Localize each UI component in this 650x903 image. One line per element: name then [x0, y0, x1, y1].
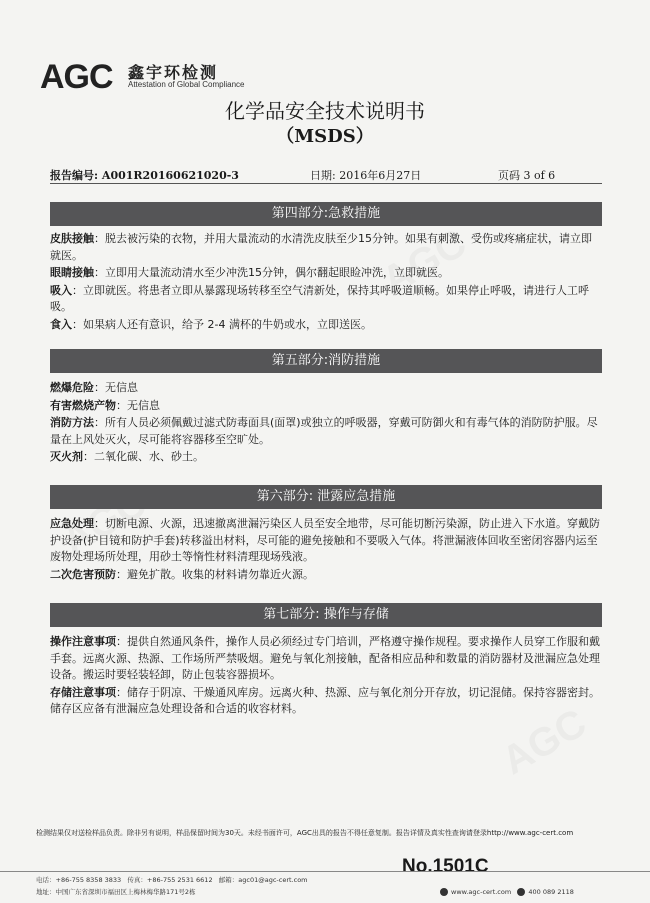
- footer-phone: 电话：+86-755 8358 3833: [36, 876, 122, 884]
- section-7-body: [50, 634, 600, 719]
- header-divider: [50, 183, 602, 184]
- company-logo: [40, 58, 300, 98]
- first-aid-eyes: 眼睛接触：立即用大量流动清水至少冲洗15分钟，偶尔翻起眼睑冲洗，立即就医。: [50, 266, 449, 279]
- spill-emergency-handling: 应急处理：切断电源、火源，迅速撤离泄漏污染区人员至安全地带，尽可能切断污染源，防止进入下水道。穿戴防护设备(护目镜和防护手套)转移溢出材料，尽可能的避免接触和不要吸入气体。将泄漏液体回收至密闭容器内运至废物处理场所处理，用砂土等惰性材料清理现场残液。: [50, 517, 600, 563]
- page-number-value: 3 of 6: [523, 169, 556, 182]
- section-6-body: [50, 516, 600, 584]
- storage-precautions: 存储注意事项：储存于阴凉、干燥通风库房。远离火种、热源、应与氧化剂分开存放，切记混储。保持容器密封。储存区应备有泄漏应急处理设备和合适的收容材料。: [50, 685, 600, 715]
- fire-fighting-methods: 消防方法：所有人员必须佩戴过滤式防毒面具(面罩)或独立的呼吸器，穿戴可防御火和有毒气体的消防防护服。尽量在上风处灭火，尽可能将容器移至空旷处。: [50, 416, 598, 446]
- section-4-header: 第四部分:急救措施: [50, 202, 602, 226]
- section-6-header: 第六部分: 泄露应急措施: [50, 485, 602, 509]
- globe-icon: [440, 888, 448, 896]
- document-subtitle: （MSDS）: [276, 126, 374, 147]
- footer-email: 邮箱：agc01@agc-cert.com: [218, 876, 308, 884]
- footer-fax: 传真：+86-755 2531 6612: [127, 876, 213, 884]
- fire-extinguishing-agents: 灭火剂：二氧化碳、水、砂土。: [50, 450, 204, 463]
- report-number-label: 报告编号:: [50, 169, 99, 182]
- footer-address: 地址：中国广东省深圳市福田区上梅林梅华路171号2栋: [36, 888, 196, 896]
- footer-disclaimer: 检测结果仅对送检样品负责。除非另有说明，样品保留时间为30天。未经书面许可，AGC出具的报告不得任意复制。报告详情及真实性查询请登录http://www.agc-cert.com: [36, 829, 574, 837]
- logo-chinese-name: 鑫宇环检测: [128, 63, 219, 82]
- page-number: [498, 167, 555, 183]
- section-5-header: 第五部分:消防措施: [50, 349, 602, 373]
- first-aid-ingestion: 食入：如果病人还有意识，给予 2-4 满杯的牛奶或水，立即送医。: [50, 317, 372, 331]
- report-date-value: 2016年6月27日: [339, 169, 422, 182]
- footer-divider: [0, 871, 650, 872]
- fire-combustion-products: 有害燃烧产物：无信息: [50, 398, 160, 412]
- first-aid-skin: 皮肤接触：脱去被污染的衣物，并用大量流动的水清洗皮肤至少15分钟。如果有刺激、受伤或疼痛症状，请立即就医。: [50, 232, 592, 262]
- footer-contact: [36, 874, 626, 886]
- footer-web-hotline: [440, 886, 630, 898]
- footer-hotline: 400 089 2118: [528, 888, 574, 896]
- spill-secondary-hazard: 二次危害预防：避免扩散。收集的材料请勿靠近火源。: [50, 567, 314, 581]
- report-date-label: 日期:: [310, 169, 336, 182]
- first-aid-inhalation: 吸入：立即就医。将患者立即从暴露现场转移至空气清新处，保持其呼吸道顺畅。如果停止呼吸，请进行人工呼吸。: [50, 283, 589, 313]
- section-5-body: [50, 380, 600, 467]
- report-date: [310, 167, 421, 183]
- section-4-body: [50, 231, 600, 334]
- document-number: No.1501C: [402, 856, 489, 877]
- footer-website: www.agc-cert.com: [451, 888, 512, 896]
- report-number: [50, 167, 239, 183]
- report-number-value: A001R20160621020-3: [101, 169, 239, 182]
- section-7-header: 第七部分: 操作与存储: [50, 603, 602, 627]
- fire-explosion-hazard: 燃爆危险：无信息: [50, 381, 138, 394]
- document-title: 化学品安全技术说明书: [225, 99, 425, 123]
- handling-precautions: 操作注意事项：提供自然通风条件，操作人员必须经过专门培训，严格遵守操作规程。要求操作人员穿工作服和戴手套。远离火源、热源、工作场所严禁吸烟。避免与氧化剂接触，配备相应品种和数量的消防器材及泄漏应急处理设备。搬运时要轻装轻卸，防止包装容器损坏。: [50, 635, 600, 681]
- logo-english-name: Attestation of Global Compliance: [128, 80, 245, 89]
- logo-mark: AGC: [40, 58, 113, 96]
- page-number-label: 页码: [498, 169, 520, 182]
- phone-icon: [517, 888, 525, 896]
